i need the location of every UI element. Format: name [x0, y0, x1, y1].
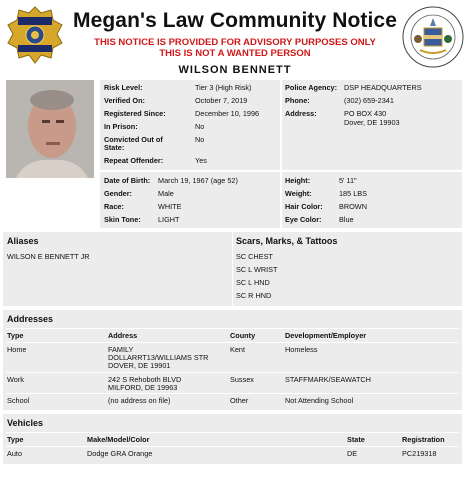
- convicted-out-value: No: [195, 135, 205, 144]
- dob-value: March 19, 1967 (age 52): [158, 176, 238, 185]
- convicted-out-label: Convicted Out of: [104, 135, 163, 144]
- address-row-address: MILFORD, DE 19963: [108, 383, 178, 392]
- scar-item: SC CHEST: [236, 252, 273, 261]
- advisory-notice: THIS NOTICE IS PROVIDED FOR ADVISORY PURPOSES ONLY: [94, 37, 376, 48]
- phone-label: Phone:: [285, 96, 310, 105]
- skin-tone-label: Skin Tone:: [104, 215, 141, 224]
- race-value: WHITE: [158, 202, 182, 211]
- page-title: Megan's Law Community Notice: [72, 9, 397, 32]
- aliases-panel: [3, 232, 232, 306]
- aliases-title: Aliases: [7, 236, 39, 246]
- agency-address-line1: PO BOX 430: [344, 109, 387, 118]
- gender-value: Male: [158, 189, 174, 198]
- repeat-offender-value: Yes: [195, 156, 207, 165]
- address-col-employer: Development/Employer: [285, 331, 367, 340]
- hair-color-label: Hair Color:: [285, 202, 323, 211]
- vehicles-title: Vehicles: [7, 418, 44, 428]
- person-name: WILSON BENNETT: [178, 64, 292, 76]
- delaware-seal-icon: [402, 6, 464, 68]
- height-value: 5' 11": [339, 176, 357, 185]
- address-row-county: Kent: [230, 345, 246, 354]
- repeat-offender-label: Repeat Offender:: [104, 156, 164, 165]
- alias-item: WILSON E BENNETT JR: [7, 252, 90, 261]
- address-row-address: DOVER, DE 19901: [108, 361, 171, 370]
- scar-item: SC L WRIST: [236, 265, 278, 274]
- address-row-type: Home: [7, 345, 27, 354]
- addresses-title: Addresses: [7, 314, 54, 324]
- weight-label: Weight:: [285, 189, 312, 198]
- registered-value: December 10, 1996: [195, 109, 260, 118]
- in-prison-value: No: [195, 122, 205, 131]
- height-label: Height:: [285, 176, 311, 185]
- gender-label: Gender:: [104, 189, 132, 198]
- vehicle-col-state: State: [347, 435, 365, 444]
- registered-label: Registered Since:: [104, 109, 166, 118]
- address-row-employer: Not Attending School: [285, 396, 354, 405]
- scars-panel: [233, 232, 462, 306]
- vehicle-row-make: Dodge GRA Orange: [87, 449, 153, 458]
- verified-value: October 7, 2019: [195, 96, 248, 105]
- risk-level-label: Risk Level:: [104, 83, 143, 92]
- scar-item: SC L HND: [236, 278, 270, 287]
- eye-color-value: Blue: [339, 215, 354, 224]
- vehicle-row-type: Auto: [7, 449, 23, 458]
- verified-label: Verified On:: [104, 96, 145, 105]
- not-wanted-notice: THIS IS NOT A WANTED PERSON: [159, 48, 311, 59]
- race-label: Race:: [104, 202, 124, 211]
- agency-label: Police Agency:: [285, 83, 338, 92]
- agency-address-line2: Dover, DE 19903: [344, 118, 400, 127]
- convicted-out-label-2: State:: [104, 143, 125, 152]
- address-row-address: 242 S Rehoboth BLVD: [108, 375, 182, 384]
- offender-photo: [6, 80, 94, 178]
- address-col-type: Type: [7, 331, 24, 340]
- weight-value: 185 LBS: [339, 189, 367, 198]
- addresses-panel: [3, 310, 462, 410]
- in-prison-label: In Prison:: [104, 122, 138, 131]
- demographics-panel: [100, 172, 280, 228]
- address-row-employer: Homeless: [285, 345, 318, 354]
- vehicle-row-state: DE: [347, 449, 358, 458]
- vehicle-col-registration: Registration: [402, 435, 445, 444]
- vehicle-col-type: Type: [7, 435, 24, 444]
- address-col-address: Address: [108, 331, 138, 340]
- address-row-address: DOLLARRT13/WILLIAMS STR: [108, 353, 209, 362]
- agency-address-label: Address:: [285, 109, 317, 118]
- phone-value: (302) 659-2341: [344, 96, 394, 105]
- address-row-address: (no address on file): [108, 396, 171, 405]
- eye-color-label: Eye Color:: [285, 215, 322, 224]
- scar-item: SC R HND: [236, 291, 272, 300]
- hair-color-value: BROWN: [339, 202, 367, 211]
- address-row-county: Sussex: [230, 375, 254, 384]
- address-col-county: County: [230, 331, 256, 340]
- scars-title: Scars, Marks, & Tattoos: [236, 236, 338, 246]
- risk-panel: [100, 80, 280, 170]
- address-row-employer: STAFFMARK/SEAWATCH: [285, 375, 371, 384]
- risk-level-value: Tier 3 (High Risk): [195, 83, 252, 92]
- vehicle-row-registration: PC219318: [402, 449, 437, 458]
- vehicles-panel: [3, 414, 462, 464]
- skin-tone-value: LIGHT: [158, 215, 180, 224]
- state-police-badge-icon: [5, 5, 65, 65]
- dob-label: Date of Birth:: [104, 176, 151, 185]
- vehicle-col-make: Make/Model/Color: [87, 435, 150, 444]
- address-row-type: Work: [7, 375, 24, 384]
- agency-value: DSP HEADQUARTERS: [344, 83, 422, 92]
- physical-panel: [282, 172, 462, 228]
- address-row-type: School: [7, 396, 30, 405]
- address-row-address: FAMILY: [108, 345, 134, 354]
- agency-panel: [282, 80, 462, 170]
- address-row-county: Other: [230, 396, 249, 405]
